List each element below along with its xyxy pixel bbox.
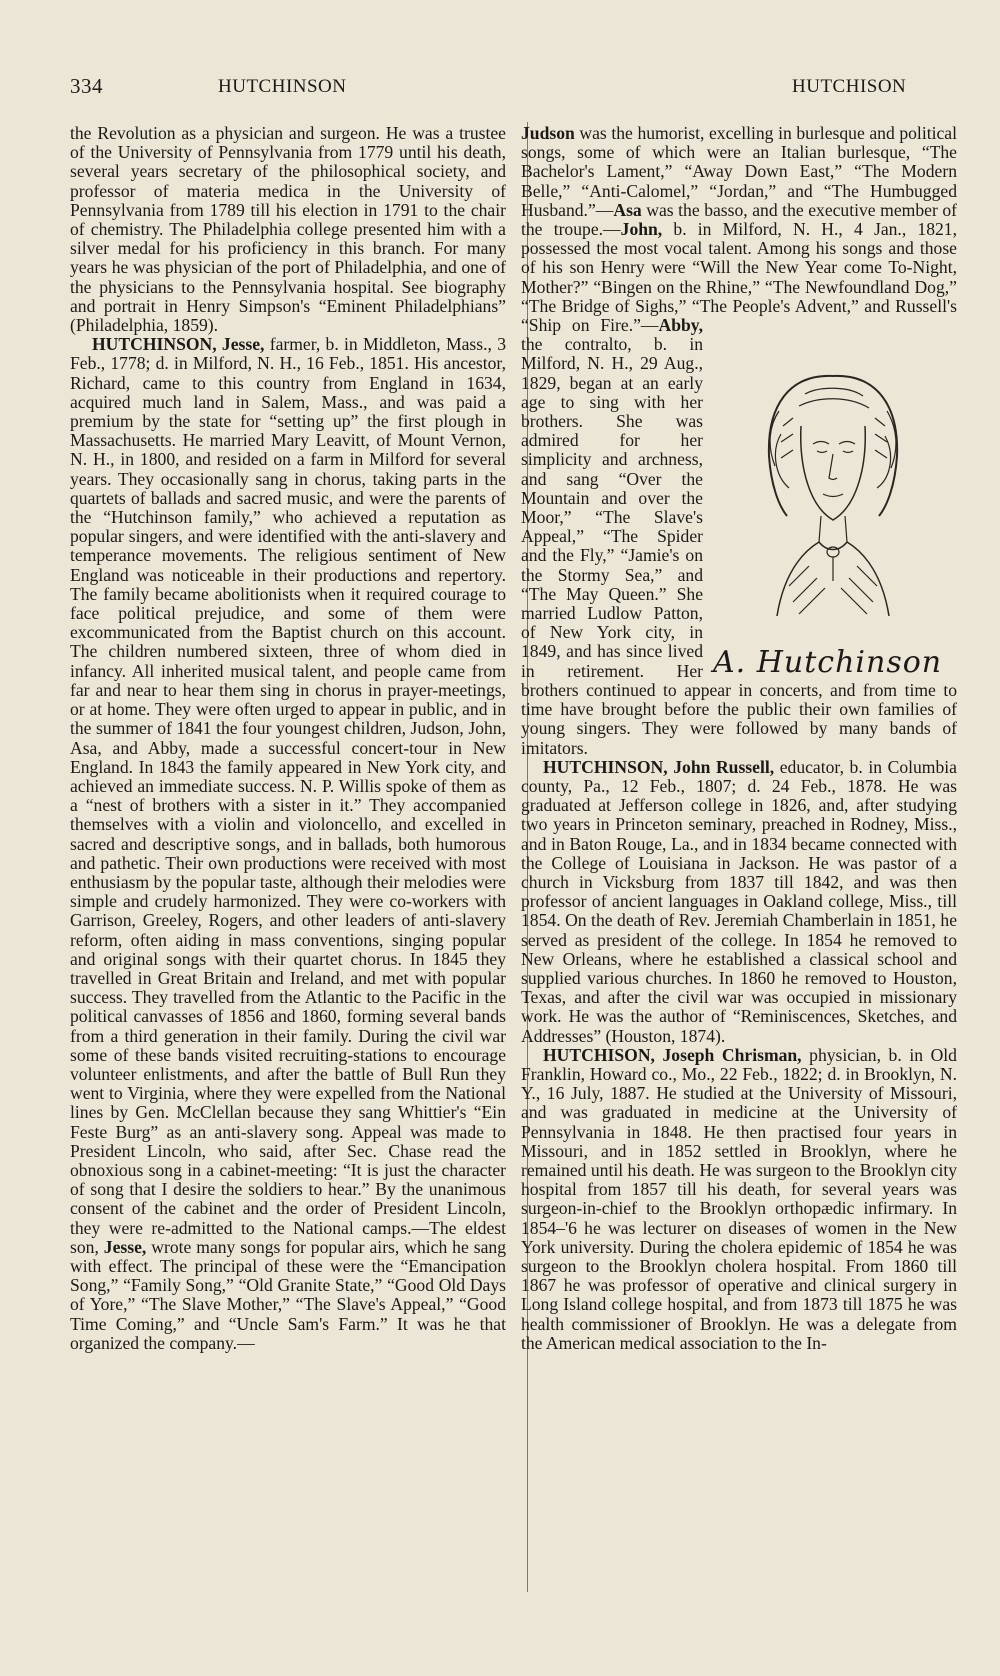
entry-body-2: wrote many songs for popular airs, which he sang with effect. The principal of these were the “Emancipation Song,” “Family Song,” “Old Granite State,” “Good Old Days of Yore,” “The Slave Mother,” “The Slave's Appeal,” “Good Time Coming,” and “Uncle Sam's Farm.” It was he that organized the company.—: [70, 1236, 506, 1353]
entry-body-4: was the basso, and the executive member of the troupe.—: [521, 199, 957, 240]
name-jesse: Jesse,: [103, 1236, 147, 1257]
entry-body: physician, b. in Old Franklin, Howard co., Mo., 22 Feb., 1822; d. in Brooklyn, N. Y., 16 July, 1887. He studied at the University of Missouri, and was graduated in medicine at the University of Pennsylvania in 1848. He then practised four years in Missouri, and in 1852 settled in Brooklyn, where he remained until his death. He was surgeon to the Brooklyn city hospital from 1857 till his death, for several years was surgeon-in-chief to the Brooklyn orthopædic infirmary. In 1854–'6 he was lecturer on diseases of women in the New York university. During the cholera epidemic of 1854 he was surgeon to the Brooklyn cholera hospital. From 1860 till 1867 he was professor of operative and clinical surgery in Long Island college hospital, and from 1873 till 1875 he was health commissioner of Brooklyn. He was a delegate from the American medical association to the In-: [521, 1044, 958, 1353]
entry-john-russell-hutchinson: [521, 758, 957, 1046]
paragraph-continued: the Revolution as a physician and surgeon. He was a trustee of the University of Pennsylvania from 1779 until his death, several years secretary of the philosophical society, and professor of materia medica in the University of Pennsylvania from 1789 till his election in 1791 to the chair of chemistry. The Philadelphia college presented him with a silver medal for his proficiency in this branch. For many years he was physician of the port of Philadelphia, and one of the physicians to the Pennsylvania hospital. See biography and portrait in Henry Simpson's “Eminent Philadelphians” (Philadelphia, 1859).: [70, 123, 506, 336]
right-running-head: HUTCHISON: [792, 76, 907, 97]
name-judson: Judson: [521, 123, 575, 143]
signature: A. Hutchinson: [713, 644, 943, 680]
entry-body: educator, b. in Columbia county, Pa., 12 Feb., 1807; d. 24 Feb., 1878. He was graduated at Jefferson college in 1826, and, after studying two years in Princeton seminary, preached in Rodney, Miss., and in Baton Rouge, La., and in 1834 became connected with the College of Louisiana in Jackson. He was pastor of a church in Vicksburg from 1837 till 1842, and was then professor of ancient languages in Oakland college, Miss., till 1854. On the death of Rev. Jeremiah Chamberlain in 1851, he served as president of the college. In 1854 he removed to New Orleans, where he established a classical school and supplied various churches. In 1860 he removed to Houston, Texas, and after the civil war was occupied in missionary work. He was the author of “Reminiscences, Sketches, and Addresses” (Houston, 1874).: [521, 756, 957, 1046]
left-column: [70, 124, 506, 1353]
entry-body: farmer, b. in Middleton, Mass., 3 Feb., 1778; d. in Milford, N. H., 16 Feb., 1851. His ancestor, Richard, came to this country from England in 1634, acquired much land in Salem, Mass., and was paid a premium by the state for “setting up” the first plough in Massachusetts. He married Mary Leavitt, of Mount Vernon, N. H., in 1800, and resided on a farm in Milford for several years. They occasionally sang in chorus, taking parts in the quartets of ballads and sacred music, and were the parents of the “Hutchinson family,” who achieved a reputation as popular singers, and were identified with the anti-slavery and temperance movements. The religious sentiment of New England was noticeable in their productions and repertory. The family became abolitionists when it required courage to face political prejudice, and some of them were excommunicated from the Baptist church on this account. The children numbered sixteen, three of whom died in infancy. All inherited musical talent, and people came from far and near to hear them sing in chorus in prayer-meetings, or at home. They were often urged to appear in public, and in the summer of 1841 the four youngest children, Judson, John, Asa, and Abby, made a successful concert-tour in New England. In 1843 the family appeared in New York city, and achieved an immediate success. N. P. Willis spoke of them as a “nest of brothers with a sister in it.” They accompanied themselves with a violin and violoncello, and excelled in sacred and descriptive songs, and in ballads, both humorous and pathetic. Their own productions were received with most enthusiasm by the popular taste, although their melodies were simple and crudely harmonized. They were co-workers with Garrison, Greeley, Rogers, and other leaders of anti-slavery reform, often aiding in mass conventions, singing popular and original songs with their quartet chorus. In 1845 they travelled in Great Britain and Ireland, and met with popular success. They travelled from the Atlantic to the Pacific in the political canvasses of 1856 and 1860, forming several bands from a third generation in their family. During the civil war some of these bands visited recruiting-stations to encourage volunteer enlistments, and after the battle of Bull Run they went to Virginia, where they were expelled from the National lines by Gen. McClellan because they sang Whittier's “Ein Feste Burg” as an anti-slavery song. Appeal was made to President Lincoln, who said, after Sec. Chase read the obnoxious song in a cabinet-meeting: “It is just the character of song that I desire the soldiers to hear.” By the unanimous consent of the cabinet and the order of President Lincoln, they were re-admitted to the National camps.—The eldest son,: [70, 334, 506, 1257]
name-asa: Asa: [613, 199, 642, 220]
name-abby: Abby,: [658, 315, 703, 336]
entry-body-3: was the humorist, excelling in burlesque and political songs, some of which were an Italian burlesque, “The Bachelor's Lament,” “Away Down East,” “The Modern Belle,” “Anti-Calomel,” “Jordan,” and “The Humbugged Husband.”—: [521, 123, 957, 220]
right-column: [521, 124, 957, 1353]
running-header: [70, 74, 950, 102]
entry-body-5: b. in Milford, N. H., 4 Jan., 1821, possessed the most vocal talent. Among his songs and those of his son Henry were “Will the New Year come To-Night, Mother?” “Bingen on the Rhine,” “The Newfoundland Dog,” “The Bridge of Sighs,” “The People's Advent,” and Russell's “Ship on Fire.”—: [521, 219, 958, 336]
entry-body-6: the contralto, b. in Milford, N. H., 29 Aug., 1829, began at an early age to sing with her brothers. She was admired for her simplicity and archness, and sang “Over the Mountain and over the Moor,” “The Slave's Appeal,” “The Spider and the Fly,” “Jamie's on the Stormy Sea,” and “The May Queen.” She married Ludlow Patton, of New York city, in 1849, and has since lived in retirement. Her brothers continued to appear in concerts, and from time to time have brought before the public their own families of young singers. They were followed by many bands of imitators.: [521, 334, 957, 758]
page-number: 334: [70, 74, 103, 98]
entry-heading: HUTCHINSON, John Russell,: [543, 756, 775, 777]
portrait-engraving: [709, 316, 957, 646]
name-john: John,: [620, 219, 663, 240]
entry-joseph-chrisman-hutchison: [521, 1046, 957, 1353]
entry-heading: HUTCHINSON, Jesse,: [92, 334, 265, 355]
left-running-head: HUTCHINSON: [218, 76, 347, 97]
entry-heading: HUTCHISON, Joseph Chrisman,: [543, 1044, 802, 1065]
portrait-figure: [709, 316, 957, 678]
entry-jesse-continued: [521, 124, 957, 758]
entry-jesse-hutchinson: [70, 335, 506, 1353]
